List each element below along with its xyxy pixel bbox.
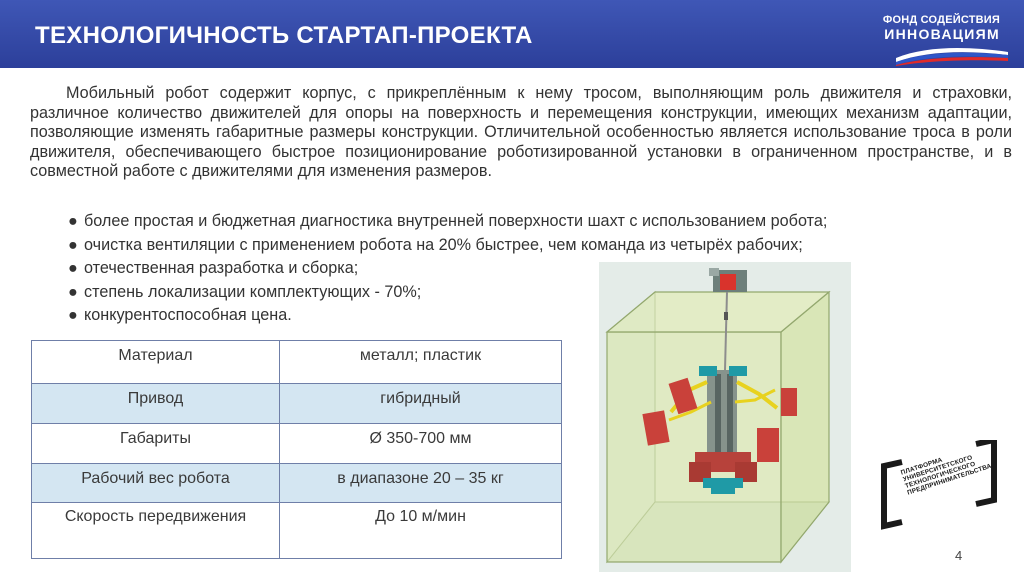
slide-header [0,0,1024,68]
fund-logo [882,6,1008,62]
bullet-dot: ● [68,259,78,277]
platform-logo-text: ПЛАТФОРМА УНИВЕРСИТЕТСКОГО ТЕХНОЛОГИЧЕСКОГО ПРЕДПРИНИМАТЕЛЬСТВА [900,454,993,497]
project-description: Мобильный робот содержит корпус, с прикреплённым к нему тросом, выполняющим роль движителя и страховки, различное количество движителей для опоры на поверхность и перемещения конструкции, имеющих механизм адаптации, позволяющие изменять габаритные размеры конструкции. Отличительной особенностью является использование троса в роли движителя, обеспечивающего быстрое позиционирование роботизированной установки в ограниченном пространстве, и в совместной работе с движителями для изменения размеров. [30,84,1012,180]
robot-3d-model-image [599,262,851,572]
spec-label: Скорость передвижения [32,503,280,559]
spec-value: Ø 350-700 мм [280,424,562,464]
page-number: 4 [955,548,963,563]
bullet-dot: ● [68,282,78,301]
spec-label: Материал [32,341,280,384]
bullet-dot: ● [68,306,78,324]
spec-label: Привод [32,384,280,424]
table-row [32,464,562,503]
list-item-text: степень локализации комплектующих - 70%; [84,282,422,301]
specifications-table [31,340,562,559]
fund-logo-line2: ИННОВАЦИЯМ [884,26,1000,42]
table-row [32,503,562,559]
list-item-text: более простая и бюджетная диагностика внутренней поверхности шахт с использованием робота; [84,212,828,230]
list-item [68,210,827,234]
spec-label: Рабочий вес робота [32,464,280,503]
list-item-text: отечественная разработка и сборка; [84,259,359,277]
fund-logo-line1: ФОНД СОДЕЙСТВИЯ [882,14,1000,26]
spec-value: гибридный [280,384,562,424]
spec-value: в диапазоне 20 – 35 кг [280,464,562,503]
slide-title: ТЕХНОЛОГИЧНОСТЬ СТАРТАП-ПРОЕКТА [35,22,533,49]
table-row [32,341,562,384]
list-item-text: очистка вентиляции с применением робота на 20% быстрее, чем команда из четырёх рабочих; [84,235,803,254]
list-item-text: конкурентоспособная цена. [84,306,292,324]
platform-logo [880,440,1000,530]
spec-value: До 10 м/мин [280,503,562,559]
bullet-dot: ● [68,235,78,254]
bullet-dot: ● [68,212,78,230]
table-row [32,424,562,464]
list-item [68,234,827,258]
spec-value: металл; пластик [280,341,562,384]
spec-label: Габариты [32,424,280,464]
flag-swoosh-icon [896,44,1008,66]
table-row [32,384,562,424]
